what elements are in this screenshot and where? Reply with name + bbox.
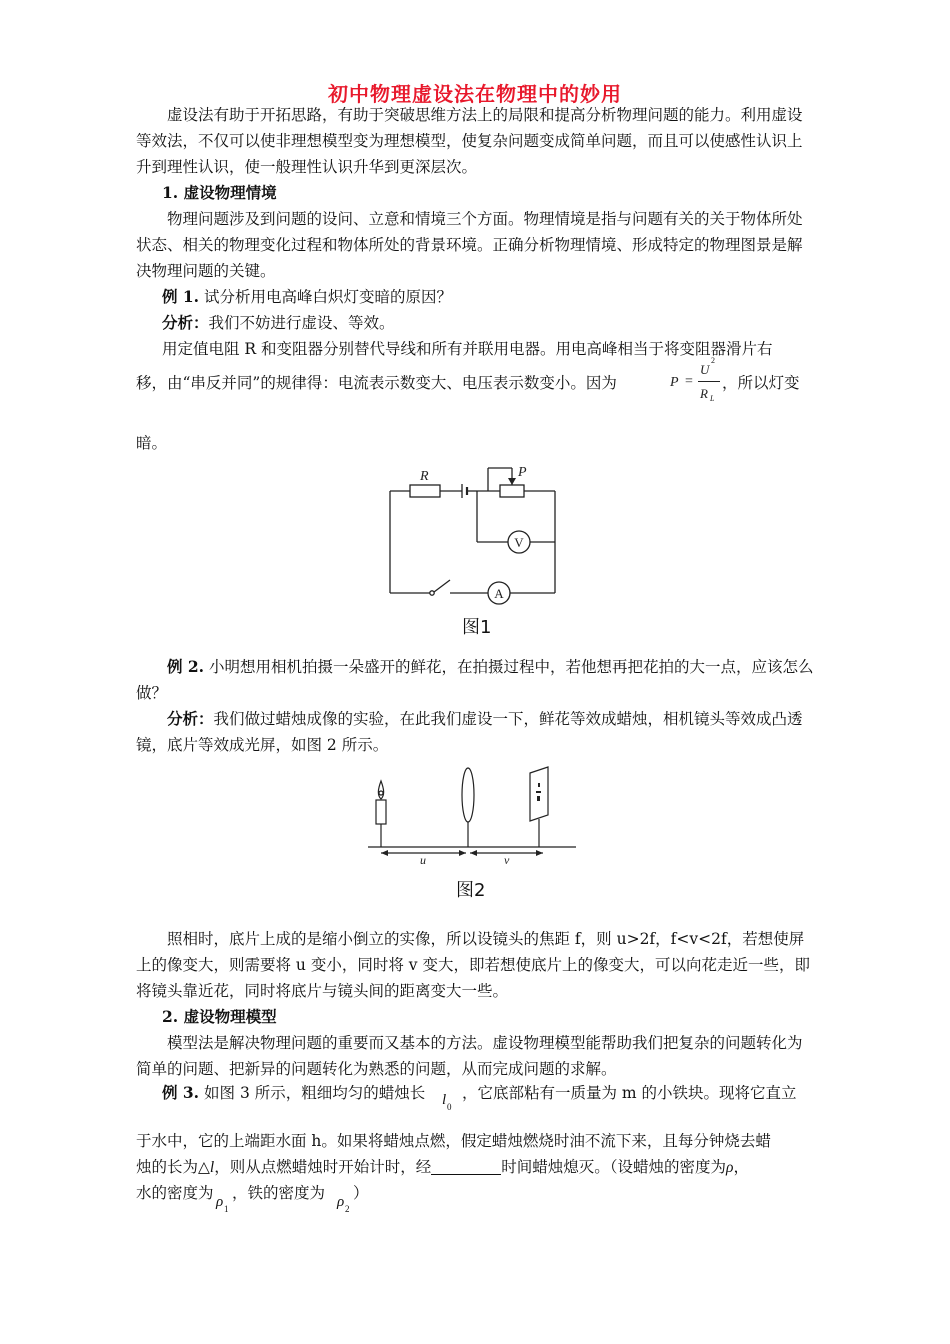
photo-paragraph: 照相时，底片上成的是缩小倒立的实像，所以设镜头的焦距 f，则 u>2f，f<v<2f，若想使屏上的像变大，则需要将 u 变小，同时将 v 变大，即若想使底片上的像变大，可以向花走近一些，即将镜头靠近花，同时将底片与镜头间的距离变大一些。	[136, 930, 810, 1000]
section1-heading: 1. 虚设物理情境	[162, 183, 277, 202]
formula-num: U	[700, 362, 710, 377]
answer-blank[interactable]	[431, 1158, 501, 1175]
formula-sup: 2	[711, 356, 715, 365]
example3-text-d4: ，	[733, 1158, 749, 1176]
slider-arrow	[508, 478, 516, 485]
ammeter-label: A	[494, 586, 504, 601]
symbol-rho2: ρ	[337, 1194, 345, 1210]
example2-label: 例 2.	[167, 657, 205, 676]
formula-sub: L	[710, 394, 715, 403]
analysis2-text: 我们做过蜡烛成像的实验，在此我们虚设一下，鲜花等效成蜡烛，相机镜头等效成凸透镜，底片等效成光屏，如图 2 所示。	[136, 710, 803, 754]
symbol-delta-l: l	[209, 1159, 215, 1176]
screen-image-mark	[537, 796, 540, 801]
optics-diagram	[368, 765, 578, 865]
symbol-l0: l	[442, 1092, 447, 1108]
example3-text-a: 如图 3 所示，粗细均匀的蜡烛长	[204, 1084, 426, 1102]
label-r: R	[420, 469, 429, 484]
analysis2	[136, 706, 816, 758]
section2-paragraph: 模型法是解决物理问题的重要而又基本的方法。虚设物理模型能帮助我们把复杂的问题转化为简单的问题、把新异的问题转化为熟悉的问题，从而完成问题的求解。	[136, 1034, 803, 1078]
section2-heading: 2. 虚设物理模型	[162, 1007, 277, 1026]
symbol-rho1-sub: 1	[224, 1204, 229, 1214]
voltmeter-label: V	[514, 535, 524, 550]
label-u: u	[420, 853, 426, 865]
figure2-caption: 图2	[456, 880, 486, 901]
analysis1-line2a: 移，由“串反并同”的规律得：电流表示数变大、电压表示数变小。因为	[136, 374, 617, 392]
analysis1-line1: 用定值电阻 R 和变阻器分别替代导线和所有并联用电器。用电高峰相当于将变阻器滑片右	[162, 340, 773, 358]
analysis1-label: 分析：	[162, 313, 209, 332]
v-arrow-left	[470, 850, 477, 856]
analysis1-line2b: ，所以灯变	[722, 374, 800, 392]
screen-image-mark	[536, 791, 541, 793]
example3-text-e3: ）	[353, 1184, 369, 1202]
analysis1	[162, 310, 395, 336]
analysis2-label: 分析：	[167, 709, 214, 728]
example1	[162, 284, 452, 310]
example3-text-e2: ，铁的密度为	[232, 1184, 326, 1202]
formula-den: R	[700, 386, 708, 401]
screen-image-mark	[538, 783, 540, 787]
example1-label: 例 1.	[162, 287, 200, 306]
example3-text-b: ，它底部粘有一质量为 m 的小铁块。现将它直立	[462, 1084, 797, 1102]
formula-p: P	[670, 375, 679, 390]
example1-text: 试分析用电高峰白炽灯变暗的原因？	[204, 288, 453, 306]
example3-line3	[136, 1154, 749, 1181]
formula-bar	[698, 381, 720, 382]
figure1-caption: 图1	[462, 617, 492, 638]
symbol-rho: ρ	[726, 1159, 734, 1176]
circuit-diagram	[380, 458, 570, 608]
example3-label: 例 3.	[162, 1083, 200, 1102]
label-p: P	[518, 465, 527, 480]
formula-eq: =	[685, 374, 693, 389]
example3-text-d2: ，则从点燃蜡烛时开始计时，经	[214, 1158, 432, 1176]
u-arrow-right	[459, 850, 466, 856]
page-title: 初中物理虚设法在物理中的妙用	[328, 82, 622, 106]
v-arrow-right	[536, 850, 543, 856]
u-arrow-left	[381, 850, 388, 856]
analysis1-text: 我们不妨进行虚设、等效。	[208, 314, 395, 332]
example3-text-e1: 水的密度为	[136, 1184, 214, 1202]
example2	[136, 654, 816, 706]
analysis1-line3: 暗。	[136, 434, 168, 452]
example3-text-c: 于水中，它的上端距水面 h。如果将蜡烛点燃，假定蜡烛燃烧时油不流下来，且每分钟烧去蜡	[136, 1132, 771, 1150]
symbol-rho1: ρ	[216, 1194, 224, 1210]
example3-line1	[162, 1080, 425, 1106]
symbol-l0-sub: 0	[447, 1102, 452, 1112]
intro-paragraph: 虚设法有助于开拓思路，有助于突破思维方法上的局限和提高分析物理问题的能力。利用虚设等效法，不仅可以使非理想模型变为理想模型，使复杂问题变成简单问题，而且可以使感性认识上升到理性认识，使一般理性认识升华到更深层次。	[136, 106, 803, 176]
example3-text-d1: 烛的长为△	[136, 1158, 210, 1176]
symbol-rho2-sub: 2	[345, 1204, 350, 1214]
example2-text: 小明想用相机拍摄一朵盛开的鲜花，在拍摄过程中，若他想再把花拍的大一点，应该怎么做？	[136, 658, 814, 702]
section1-paragraph: 物理问题涉及到问题的设问、立意和情境三个方面。物理情境是指与问题有关的关于物体所处状态、相关的物理变化过程和物体所处的背景环境。正确分析物理情境、形成特定的物理图景是解决物理问题的关键。	[136, 210, 803, 280]
label-v: v	[504, 853, 510, 865]
example3-text-d3: 时间蜡烛熄灭。（设蜡烛的密度为	[501, 1158, 727, 1176]
